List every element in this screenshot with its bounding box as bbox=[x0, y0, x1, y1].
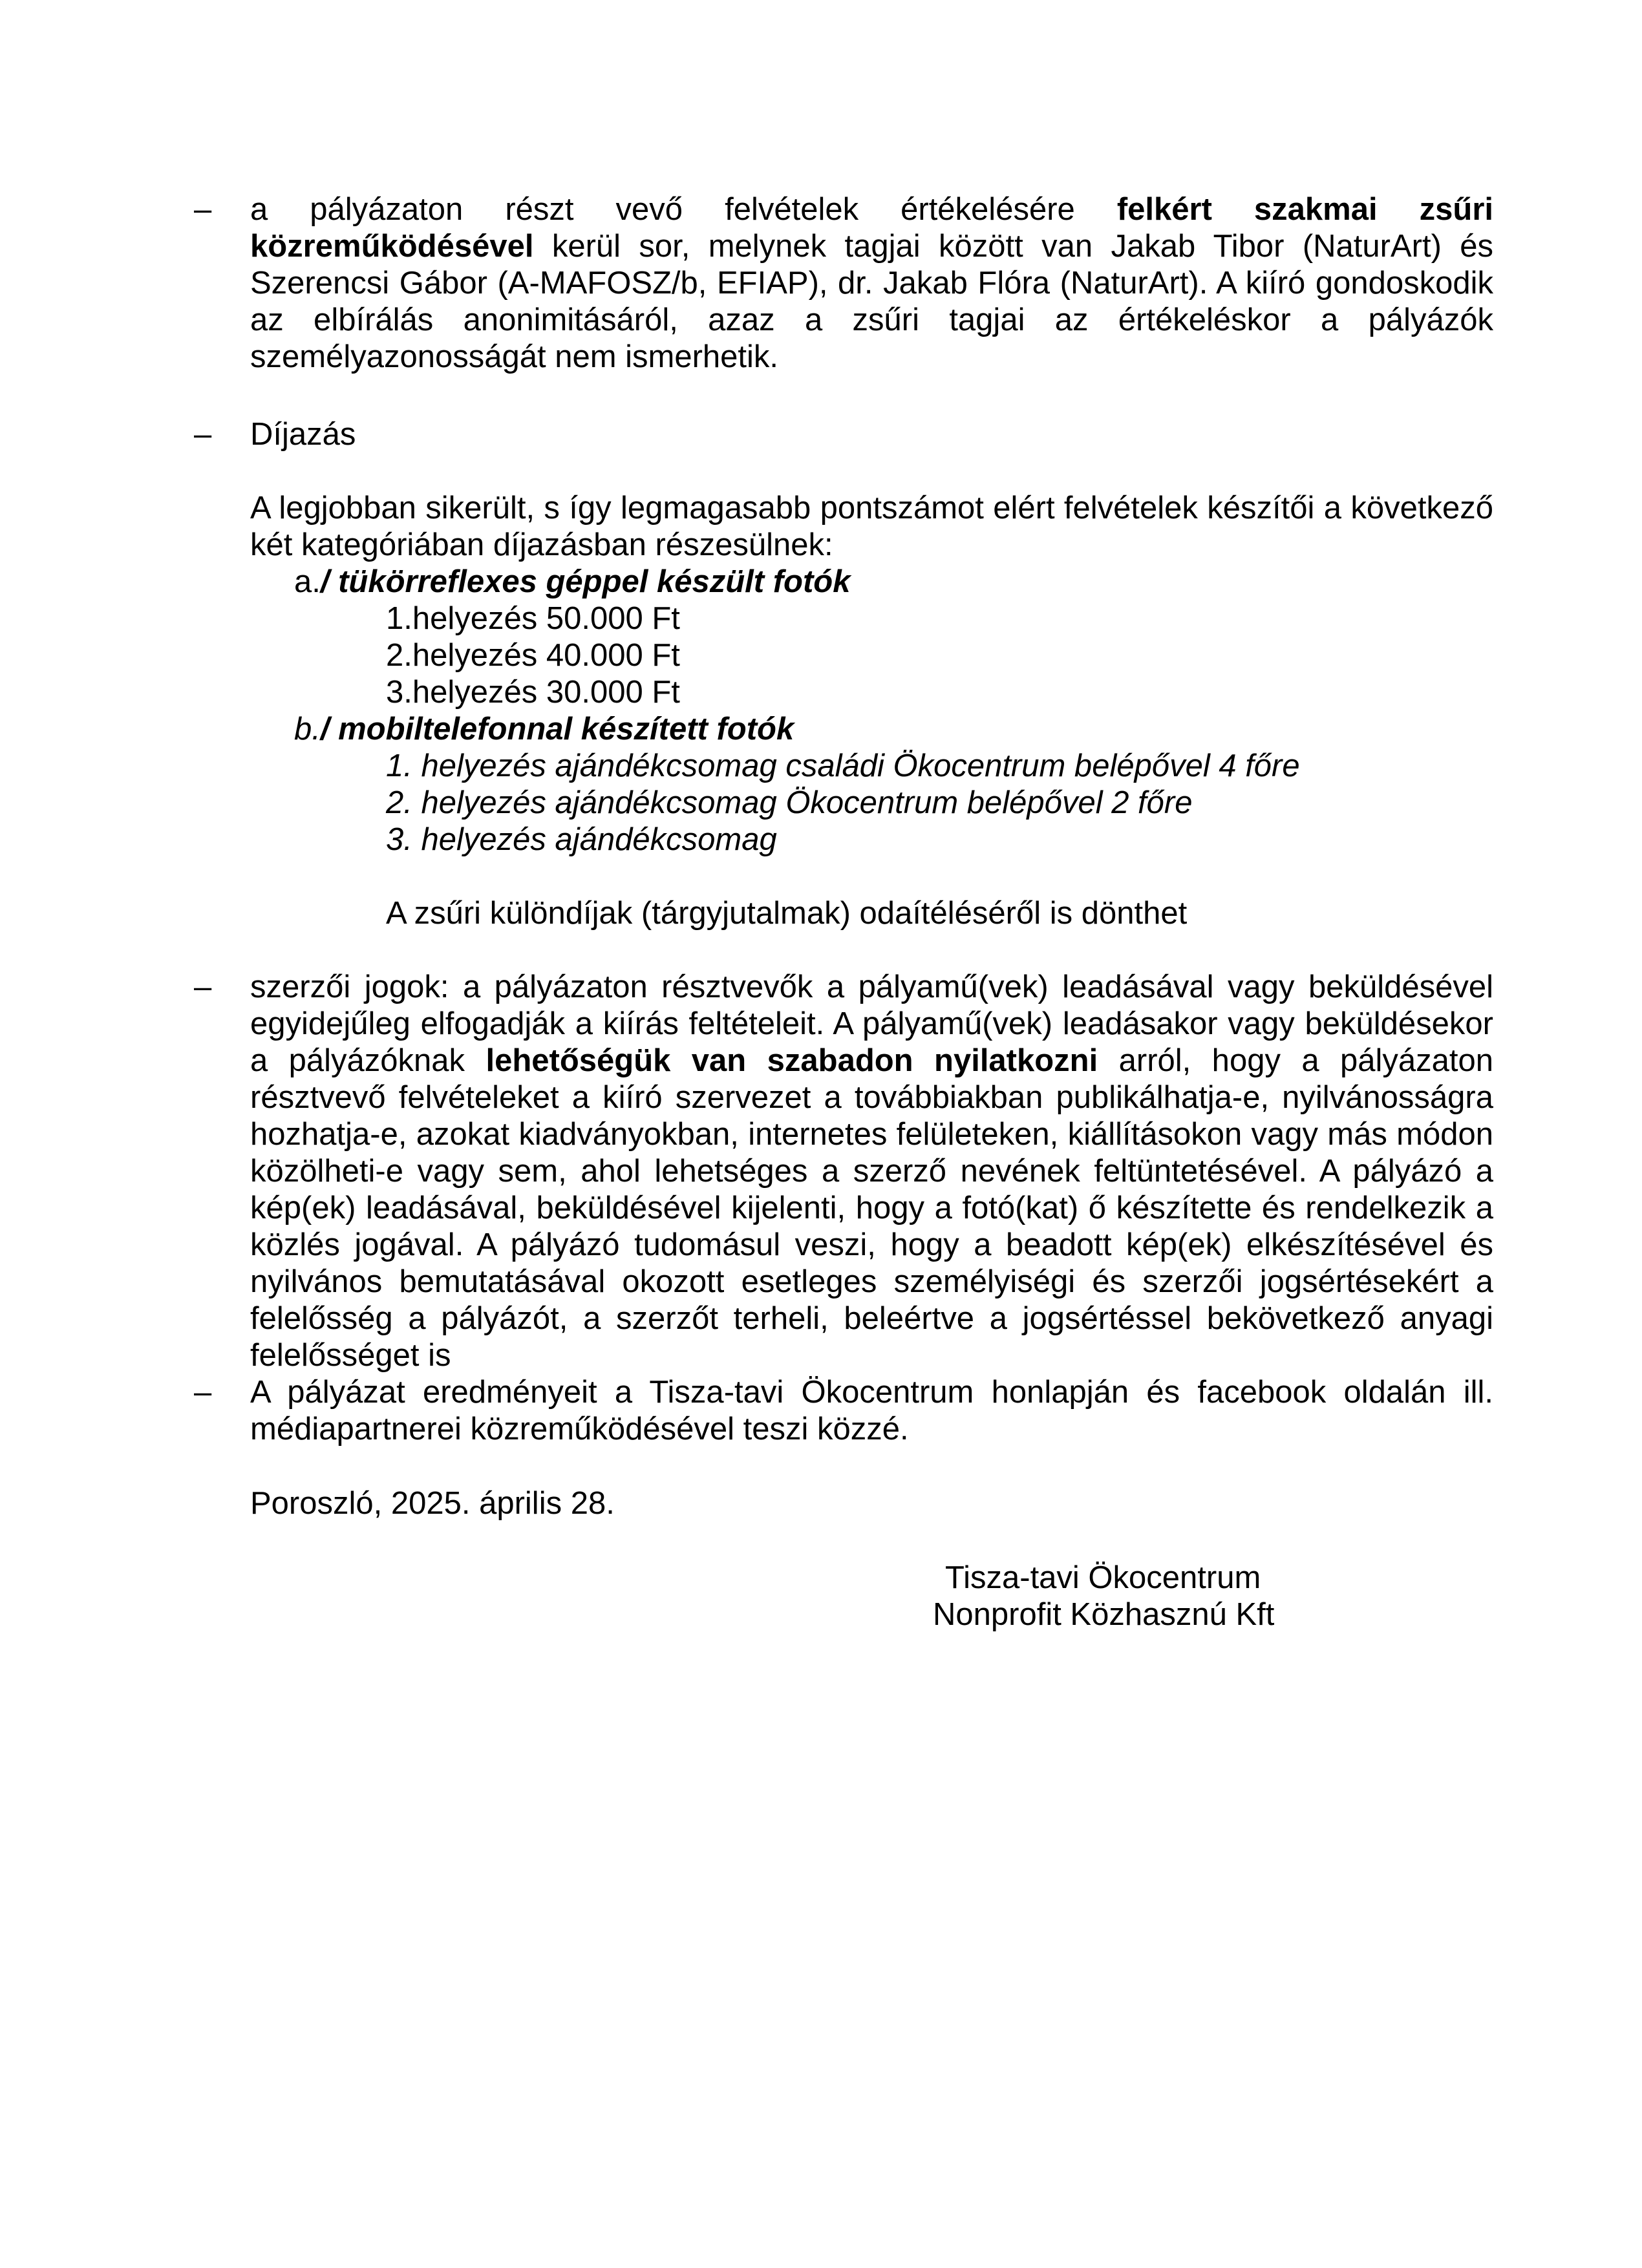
jury-text-bold: felkért szakmai zsűri közreműködésével bbox=[250, 192, 1494, 264]
list-dash: – bbox=[194, 417, 212, 452]
category-b-item-2: 2. helyezés ajándékcsomag Ökocentrum belépővel 2 főre bbox=[386, 785, 1193, 820]
copyright-text-bold: lehetőségük van szabadon nyilatkozni bbox=[485, 1043, 1098, 1078]
category-b-heading bbox=[294, 711, 794, 748]
list-dash: – bbox=[194, 970, 212, 1004]
category-b-item-1: 1. helyezés ajándékcsomag családi Ökocentrum belépővel 4 főre bbox=[386, 748, 1300, 783]
special-prize-note: A zsűri különdíjak (tárgyjutalmak) odaítéléséről is dönthet bbox=[386, 896, 1188, 931]
category-b-prefix: b. bbox=[294, 712, 321, 747]
prizes-intro: A legjobban sikerült, s így legmagasabb pontszámot elért felvételek készítői a következő két kategóriában díjazásban részesülnek: bbox=[250, 491, 1493, 562]
jury-paragraph bbox=[250, 191, 1493, 376]
category-a-item-3: 3.helyezés 30.000 Ft bbox=[386, 675, 680, 710]
category-a-prefix: a. bbox=[294, 564, 321, 599]
category-b-item-3: 3. helyezés ajándékcsomag bbox=[386, 822, 777, 857]
jury-text-end: kerül sor, melynek tagjai között van Jakab Tibor (NaturArt) és Szerencsi Gábor (A-MAFOSZ/b, EFIAP), dr. Jakab Flóra (NaturArt). A kiíró gondoskodik az elbírálás anonimitásáról, azaz a zsűri tagjai az értékeléskor a pályázók személyazonosságát nem ismerhetik. bbox=[250, 229, 1493, 374]
copyright-text-start: szerzői jogok: a pályázaton résztvevők a pályamű(vek) leadásával vagy beküldésével egyidejűleg elfogadják a kiírás feltételeit. A pályamű(vek) leadásakor vagy beküldésekor a pályázóknak bbox=[250, 970, 1493, 1078]
category-a-title: / tükörreflexes géppel készült fotók bbox=[320, 564, 851, 599]
jury-text-start: a pályázaton részt vevő felvételek értékelésére bbox=[250, 192, 1117, 227]
copyright-paragraph bbox=[250, 969, 1493, 1374]
list-dash: – bbox=[194, 192, 212, 227]
category-a-item-1: 1.helyezés 50.000 Ft bbox=[386, 601, 680, 636]
signature-line-2: Nonprofit Közhasznú Kft bbox=[933, 1597, 1275, 1632]
place-date: Poroszló, 2025. április 28. bbox=[250, 1486, 615, 1521]
category-a-heading bbox=[294, 564, 850, 600]
category-a-item-2: 2.helyezés 40.000 Ft bbox=[386, 638, 680, 673]
prizes-title: Díjazás bbox=[250, 417, 356, 452]
signature-line-1: Tisza-tavi Ökocentrum bbox=[945, 1560, 1261, 1595]
list-dash: – bbox=[194, 1375, 212, 1410]
copyright-text-end: arról, hogy a pályázaton résztvevő felvételeket a kiíró szervezet a továbbiakban publikálhatja-e, nyilvánosságra hozhatja-e, azokat kiadványokban, internetes felületeken, kiállításokon vagy más módon közölheti-e vagy sem, ahol lehetséges a szerző nevének feltüntetésével. A pályázó a kép(ek) leadásával, beküldésével kijelenti, hogy a fotó(kat) ő készítette és rendelkezik a közlés jogával. A pályázó tudomásul veszi, hogy a beadott kép(ek) elkészítésével és nyilvános bemutatásával okozott esetleges személyiségi és szerzői jogsértésekért a felelősség a pályázót, a szerzőt terheli, beleértve a jogsértéssel bekövetkező anyagi felelősséget is bbox=[250, 1043, 1494, 1373]
results-paragraph: A pályázat eredményeit a Tisza-tavi Ökocentrum honlapján és facebook oldalán ill. médiapartnerei közreműködésével teszi közzé. bbox=[250, 1375, 1493, 1447]
category-b-title: / mobiltelefonnal készített fotók bbox=[320, 712, 794, 747]
